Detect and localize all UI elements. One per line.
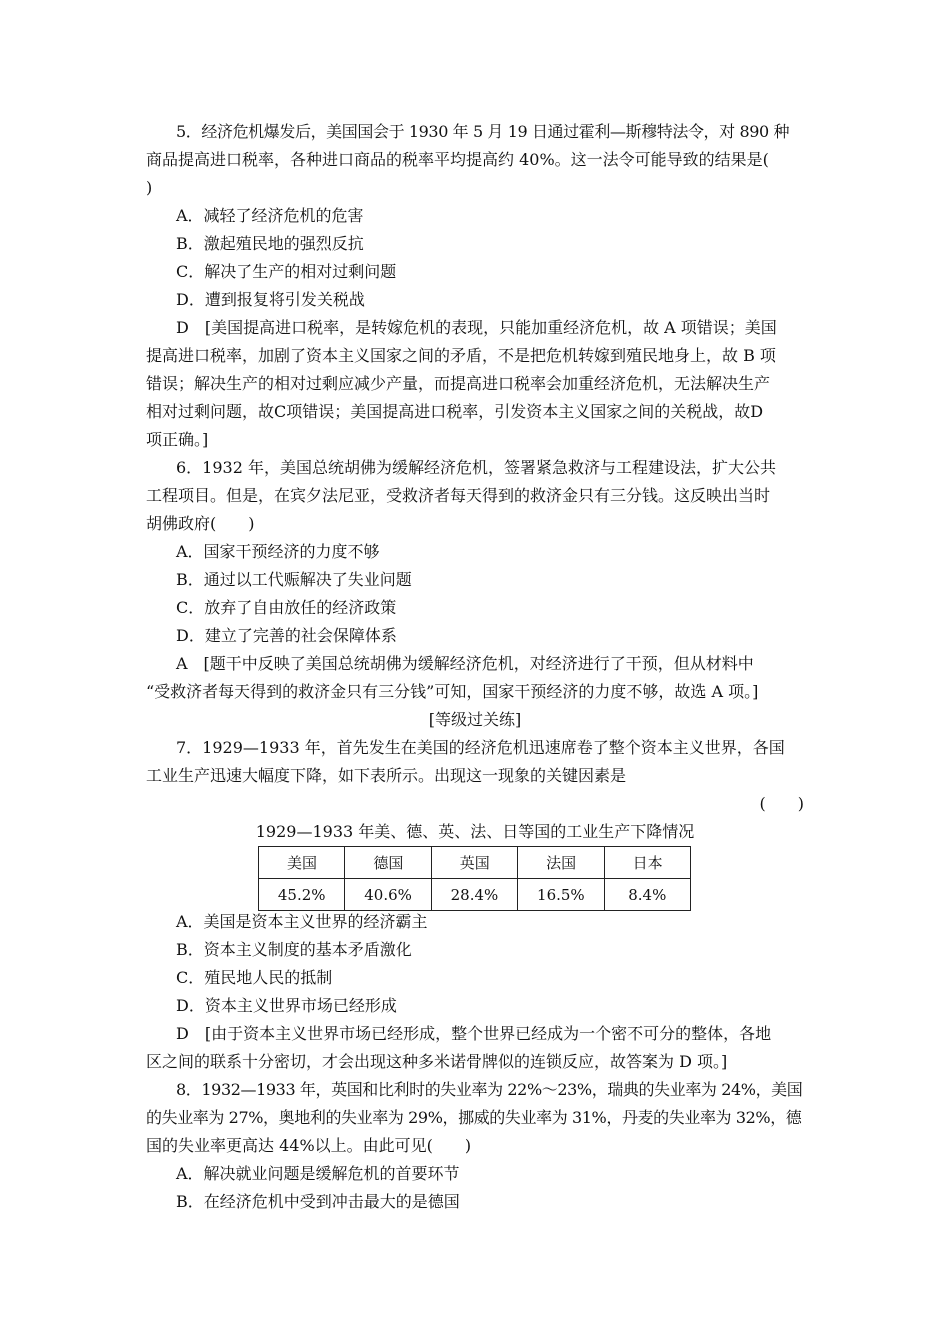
table-header-cell: 美国 — [259, 847, 345, 879]
q6-option-b: B．通过以工代赈解决了失业问题 — [176, 570, 412, 589]
q8-stem-line-1: 8．1932—1933 年，英国和比利时的失业率为 22%～23%，瑞典的失业率为 24%，美国 — [176, 1080, 803, 1099]
q6-stem-line-3: 胡佛政府( ) — [146, 514, 255, 533]
q6-option-a: A．国家干预经济的力度不够 — [176, 542, 380, 561]
table-header-cell: 英国 — [431, 847, 517, 879]
q6-stem-line-2: 工程项目。但是，在宾夕法尼亚，受救济者每天得到的救济金只有三分钱。这反映出当时 — [146, 486, 771, 505]
q8-stem-line-2: 的失业率为 27%，奥地利的失业率为 29%，挪威的失业率为 31%，丹麦的失业率为 32%，德 — [146, 1108, 802, 1127]
q7-answer-line-1: D [由于资本主义世界市场已经形成，整个世界已经成为一个密不可分的整体，各地 — [176, 1024, 772, 1043]
q5-option-c: C．解决了生产的相对过剩问题 — [176, 262, 397, 281]
q5-stem-line-3: ) — [146, 178, 153, 197]
table-header-row — [259, 847, 691, 879]
table-header-cell: 德国 — [345, 847, 431, 879]
q5-answer-line-3: 错误；解决生产的相对过剩应减少产量，而提高进口税率会加重经济危机，无法解决生产 — [146, 374, 771, 393]
table-value-cell: 16.5% — [518, 879, 604, 911]
q8-option-a: A．解决就业问题是缓解危机的首要环节 — [176, 1164, 460, 1183]
q7-stem-line-2: 工业生产迅速大幅度下降，如下表所示。出现这一现象的关键因素是 — [146, 766, 627, 785]
q5-answer-line-4: 相对过剩问题，故C项错误；美国提高进口税率，引发资本主义国家之间的关税战，故D — [146, 402, 764, 421]
q5-stem-line-1: 5．经济危机爆发后，美国国会于 1930 年 5 月 19 日通过霍利—斯穆特法令，对 890 种 — [176, 122, 790, 141]
q7-option-b: B．资本主义制度的基本矛盾激化 — [176, 940, 412, 959]
q6-answer-line-1: A [题干中反映了美国总统胡佛为缓解经济危机，对经济进行了干预，但从材料中 — [176, 654, 754, 673]
q7-option-a: A．美国是资本主义世界的经济霸主 — [176, 912, 428, 931]
table-header-cell: 日本 — [604, 847, 690, 879]
production-decline-table — [258, 846, 691, 911]
q7-answer-blank: ( ) — [759, 794, 804, 813]
section-heading: [等级过关练] — [428, 710, 522, 729]
q6-option-c: C．放弃了自由放任的经济政策 — [176, 598, 397, 617]
q7-option-d: D．资本主义世界市场已经形成 — [176, 996, 397, 1015]
q6-stem-line-1: 6．1932 年，美国总统胡佛为缓解经济危机，签署紧急救济与工程建设法，扩大公共 — [176, 458, 776, 477]
table-header-cell: 法国 — [518, 847, 604, 879]
q5-answer-line-2: 提高进口税率，加剧了资本主义国家之间的矛盾，不是把危机转嫁到殖民地身上，故 B 项 — [146, 346, 776, 365]
q5-stem-line-2: 商品提高进口税率，各种进口商品的税率平均提高约 40%。这一法令可能导致的结果是( — [146, 150, 769, 169]
table-value-cell: 40.6% — [345, 879, 431, 911]
q8-option-b: B．在经济危机中受到冲击最大的是德国 — [176, 1192, 460, 1211]
q6-answer-line-2: “受救济者每天得到的救济金只有三分钱”可知，国家干预经济的力度不够，故选 A 项。] — [146, 682, 759, 701]
q5-option-b: B．激起殖民地的强烈反抗 — [176, 234, 364, 253]
q5-option-a: A．减轻了经济危机的危害 — [176, 206, 364, 225]
table-value-cell: 28.4% — [431, 879, 517, 911]
q6-option-d: D．建立了完善的社会保障体系 — [176, 626, 397, 645]
q5-answer-line-1: D [美国提高进口税率，是转嫁危机的表现，只能加重经济危机，故 A 项错误；美国 — [176, 318, 777, 337]
q7-option-c: C．殖民地人民的抵制 — [176, 968, 333, 987]
q7-answer-line-2: 区之间的联系十分密切，才会出现这种多米诺骨牌似的连锁反应，故答案为 D 项。] — [146, 1052, 728, 1071]
q5-option-d: D．遭到报复将引发关税战 — [176, 290, 365, 309]
table-value-cell: 8.4% — [604, 879, 690, 911]
q5-answer-line-5: 项正确。] — [146, 430, 209, 449]
table-value-cell: 45.2% — [259, 879, 345, 911]
q8-stem-line-3: 国的失业率更高达 44%以上。由此可见( ) — [146, 1136, 472, 1155]
table-value-row — [259, 879, 691, 911]
q7-stem-line-1: 7．1929—1933 年，首先发生在美国的经济危机迅速席卷了整个资本主义世界，各国 — [176, 738, 785, 757]
table-caption: 1929—1933 年美、德、英、法、日等国的工业生产下降情况 — [255, 822, 695, 841]
